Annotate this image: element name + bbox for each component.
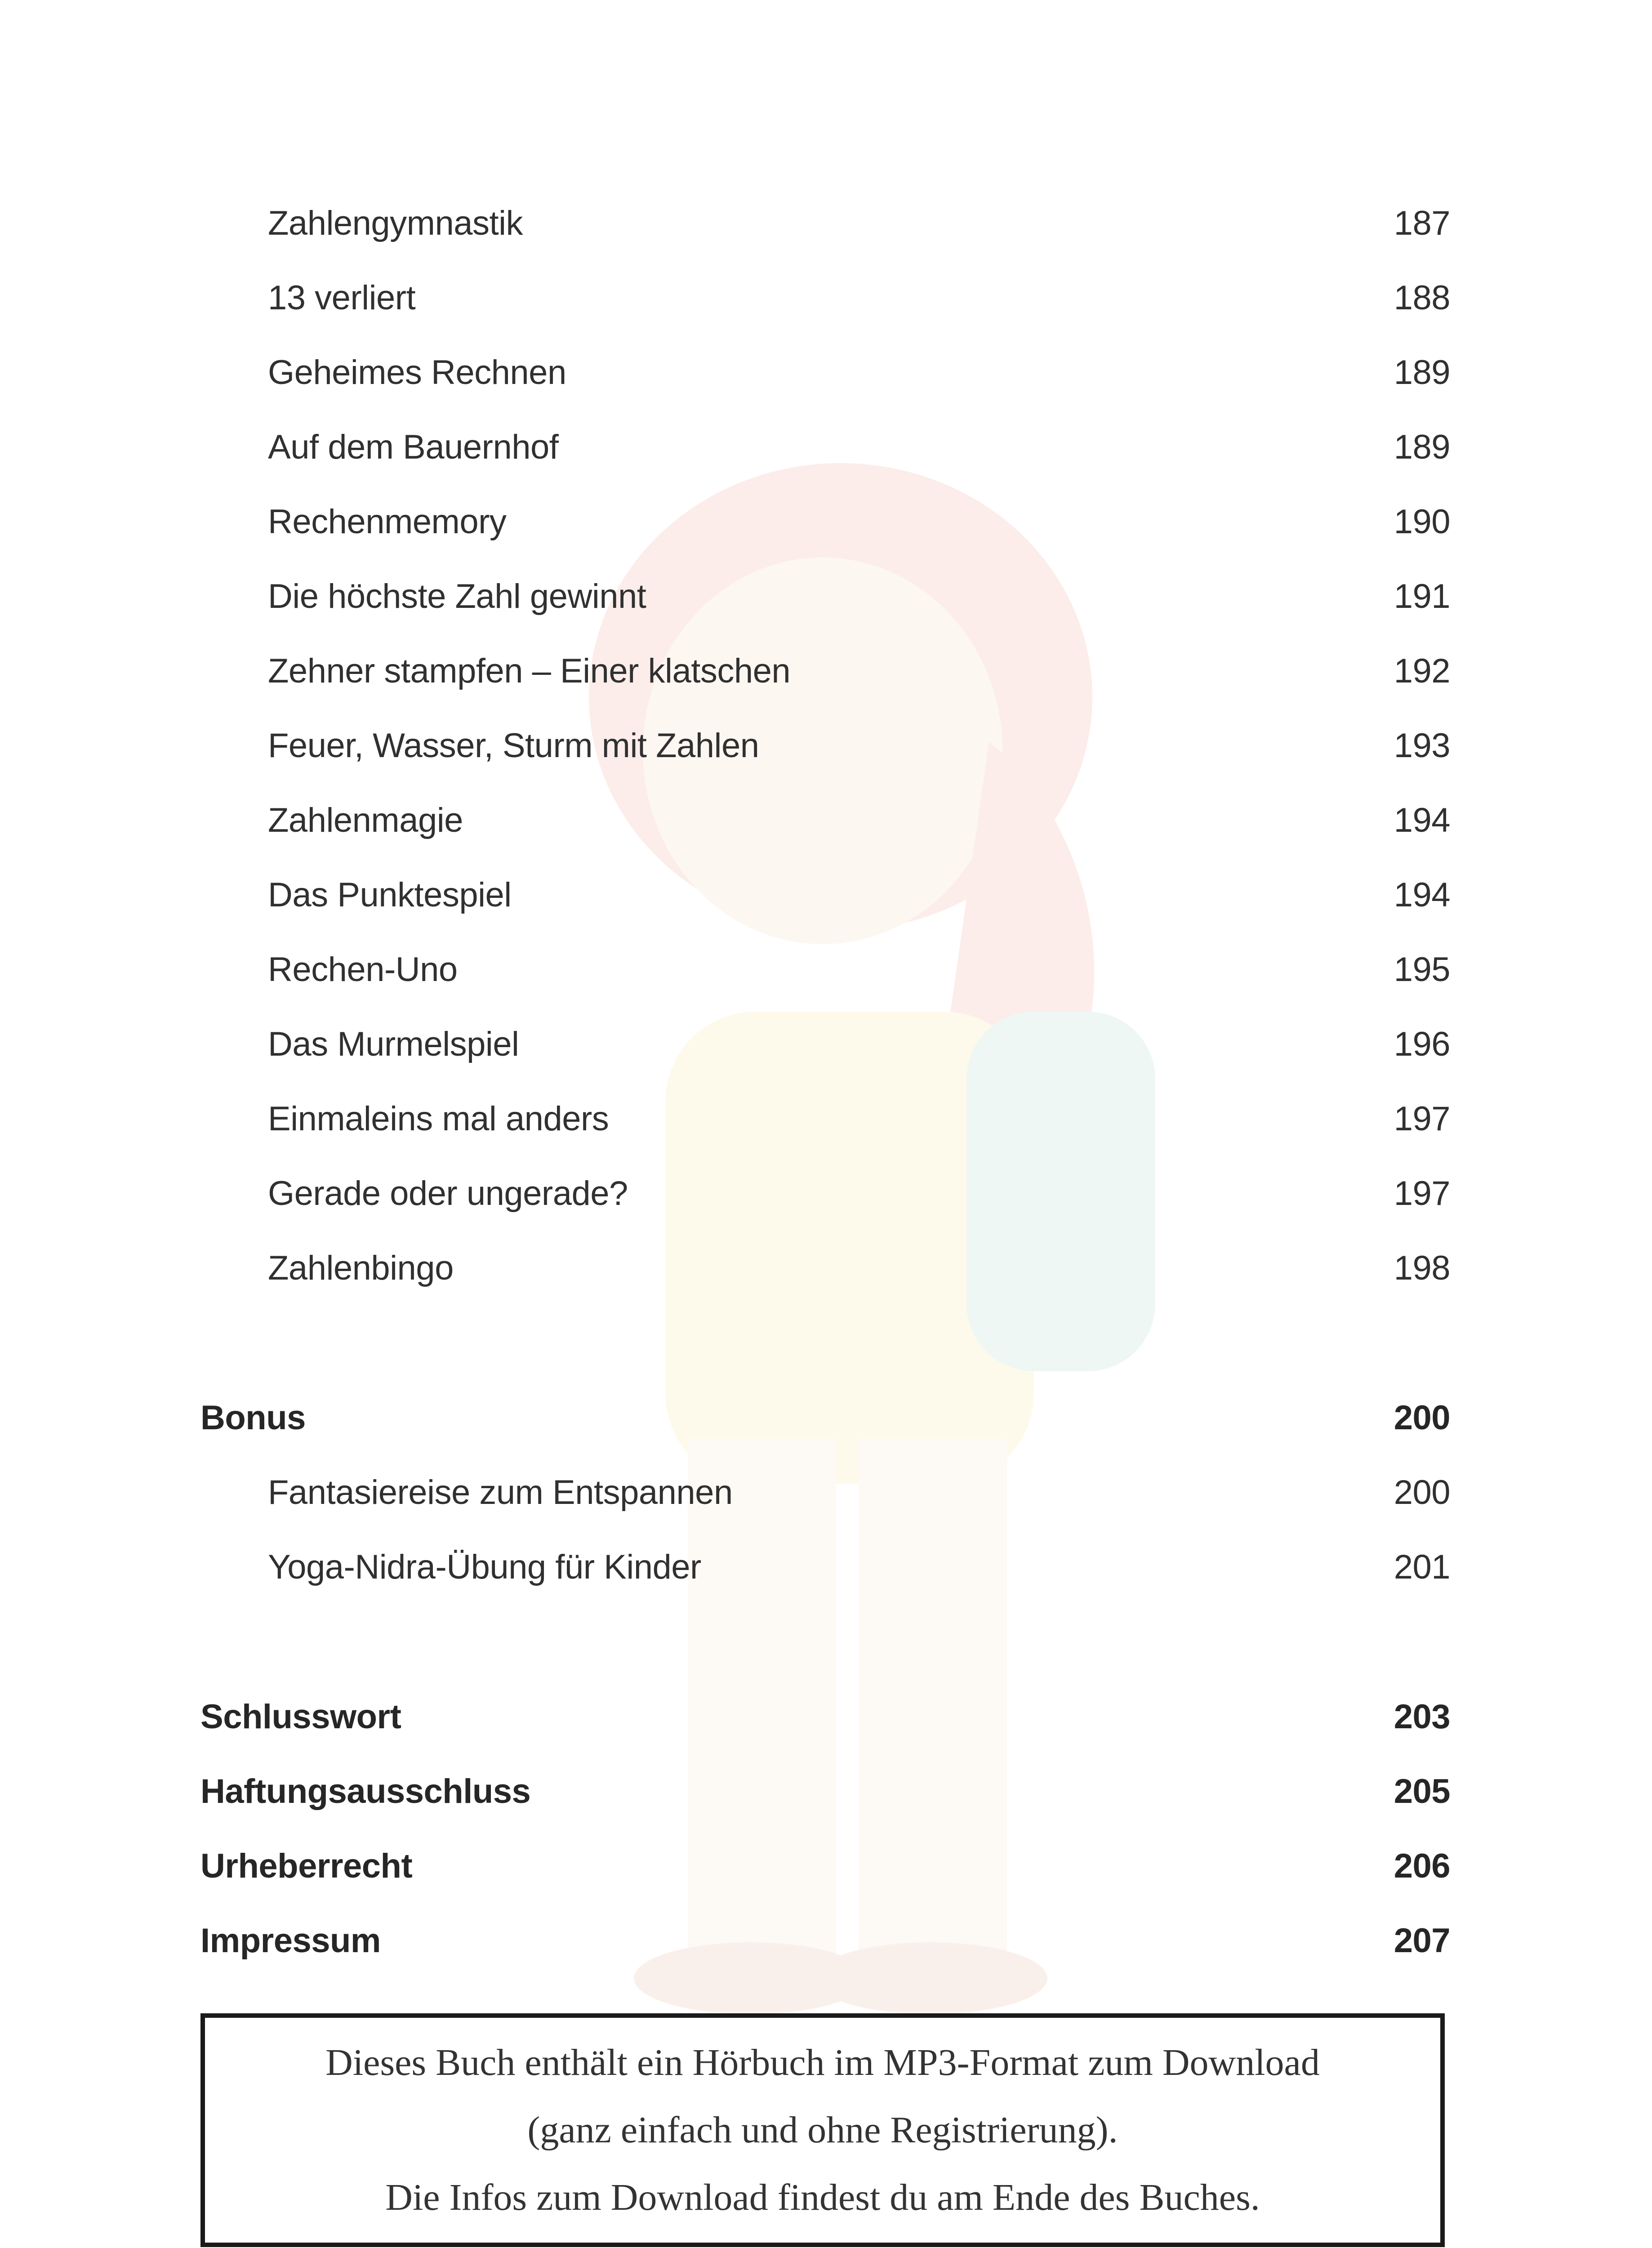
toc-entry-title: Zahlengymnastik — [268, 204, 523, 242]
toc-entry[interactable] — [200, 346, 1450, 400]
toc-entry[interactable] — [200, 943, 1450, 997]
toc-chapter[interactable] — [200, 1765, 1450, 1819]
toc-chapter-title: Bonus — [200, 1399, 306, 1437]
toc-entry[interactable] — [200, 1167, 1450, 1221]
toc-entry[interactable] — [200, 570, 1450, 624]
toc-entry-title: Die höchste Zahl gewinnt — [268, 577, 646, 616]
toc-entry-title: Einmaleins mal anders — [268, 1100, 609, 1138]
toc-entry-page: 194 — [1394, 876, 1450, 914]
toc-entry-title: Zahlenbingo — [268, 1249, 454, 1287]
toc-chapter-title: Urheberrecht — [200, 1847, 413, 1885]
toc-entry-title: Gerade oder ungerade? — [268, 1174, 628, 1213]
toc-entry-page: 192 — [1394, 652, 1450, 690]
notice-line-1: Dieses Buch enthält ein Hörbuch im MP3-Format zum Download — [325, 2042, 1320, 2083]
toc-entry-title: Zahlenmagie — [268, 801, 463, 839]
audiobook-notice-box — [200, 2013, 1445, 2247]
toc-entry[interactable] — [200, 271, 1450, 325]
toc-entry[interactable] — [200, 1241, 1450, 1295]
toc-entry-page: 200 — [1394, 1473, 1450, 1512]
notice-line-3: Die Infos zum Download findest du am Ende des Buches. — [385, 2177, 1260, 2218]
toc-entry[interactable] — [200, 868, 1450, 922]
toc-chapter-title: Impressum — [200, 1922, 381, 1960]
toc-entry[interactable] — [200, 719, 1450, 773]
toc-entry-page: 193 — [1394, 727, 1450, 765]
toc-entry-title: Zehner stampfen – Einer klatschen — [268, 652, 791, 690]
toc-chapter-page: 206 — [1394, 1847, 1450, 1885]
toc-chapter[interactable] — [200, 1690, 1450, 1744]
toc-entry[interactable] — [200, 196, 1450, 250]
toc-entry-title: Geheimes Rechnen — [268, 353, 566, 392]
toc-entry[interactable] — [200, 1466, 1450, 1520]
toc-entry-page: 198 — [1394, 1249, 1450, 1287]
toc-entry-page: 190 — [1394, 503, 1450, 541]
toc-chapter-page: 200 — [1394, 1399, 1450, 1437]
toc-chapter[interactable] — [200, 1391, 1450, 1445]
toc-entry-page: 191 — [1394, 577, 1450, 616]
toc-entry-title: Fantasiereise zum Entspannen — [268, 1473, 733, 1512]
toc-entry-title: Auf dem Bauernhof — [268, 428, 559, 466]
toc-entry-page: 201 — [1394, 1548, 1450, 1586]
toc-entry-title: Das Punktespiel — [268, 876, 512, 914]
toc-entry-title: Yoga-Nidra-Übung für Kinder — [268, 1548, 701, 1586]
toc-chapter[interactable] — [200, 1914, 1450, 1968]
toc-entry-page: 188 — [1394, 279, 1450, 317]
toc-entry[interactable] — [200, 1017, 1450, 1071]
toc-entry[interactable] — [200, 794, 1450, 847]
toc-chapter-page: 205 — [1394, 1772, 1450, 1811]
toc-entry[interactable] — [200, 644, 1450, 698]
toc-entry-page: 189 — [1394, 353, 1450, 392]
toc-entry-title: Das Murmelspiel — [268, 1025, 519, 1063]
toc-entry-page: 194 — [1394, 801, 1450, 839]
toc-chapter-page: 207 — [1394, 1922, 1450, 1960]
toc-entry-page: 196 — [1394, 1025, 1450, 1063]
toc-entry-page: 189 — [1394, 428, 1450, 466]
toc-entry[interactable] — [200, 420, 1450, 474]
toc-entry-title: Feuer, Wasser, Sturm mit Zahlen — [268, 727, 759, 765]
toc-chapter-title: Haftungsausschluss — [200, 1772, 531, 1811]
toc-entry-page: 195 — [1394, 950, 1450, 989]
toc-entry[interactable] — [200, 495, 1450, 549]
toc-entry-title: 13 verliert — [268, 279, 416, 317]
toc-entry-title: Rechen-Uno — [268, 950, 458, 989]
toc-chapter-page: 203 — [1394, 1698, 1450, 1736]
toc-entry-page: 187 — [1394, 204, 1450, 242]
toc-entry[interactable] — [200, 1092, 1450, 1146]
toc-chapter[interactable] — [200, 1839, 1450, 1893]
toc-entry-title: Rechenmemory — [268, 503, 507, 541]
toc-entry[interactable] — [200, 1540, 1450, 1594]
notice-line-2: (ganz einfach und ohne Registrierung). — [527, 2109, 1118, 2151]
toc-entry-page: 197 — [1394, 1174, 1450, 1213]
toc-entry-page: 197 — [1394, 1100, 1450, 1138]
toc-chapter-title: Schlusswort — [200, 1698, 401, 1736]
